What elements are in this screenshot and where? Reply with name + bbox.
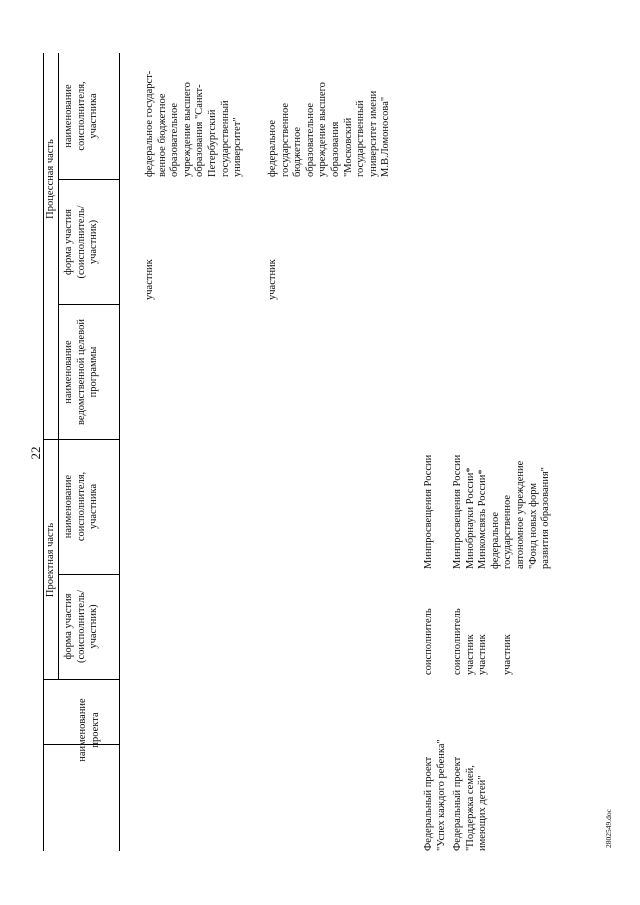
row-1-name: Минпросвещения России xyxy=(423,454,434,569)
col-divider-6 xyxy=(58,179,119,180)
header-program-name: наименование ведомственной целевой программы xyxy=(63,319,100,425)
header-project-name: наименование проекта xyxy=(77,698,101,762)
table-top-rule xyxy=(43,53,44,851)
row-1-form: соисполнитель xyxy=(423,608,434,675)
process-2-form: участник xyxy=(267,259,278,300)
col-divider-3 xyxy=(58,574,119,575)
process-1-name: федеральное государст- венное бюджетное образовательное учреждение высшего образования "Санкт- Петербургский государственный университет" xyxy=(144,70,244,177)
header-coexecutor-name-project: наименование соисполнителя, участника xyxy=(63,471,100,542)
table-header-bottom-rule xyxy=(119,53,120,851)
process-1-form: участник xyxy=(144,259,155,300)
process-2-name: федеральное государственное бюджетное образовательное учреждение высшего образования "Московский государственный университет имени М.В.Ломоносова" xyxy=(267,82,392,177)
project-part-header: Проектная часть xyxy=(45,522,56,598)
process-part-header: Процессная часть xyxy=(45,139,56,219)
page-number: 22 xyxy=(28,446,43,460)
row-2-form: соисполнитель участник участник участник xyxy=(452,608,514,675)
header-form-participation-project: форма участия (соисполнитель/ участник) xyxy=(63,589,100,664)
row-2-name: Минпросвещения России Минобрнауки России* Минкомсвязь России* федеральное государственное автономное учреждение "Фонд новых форм развития образования" xyxy=(452,454,552,569)
header-form-participation-process: форма участия (соисполнитель/ участник) xyxy=(63,205,100,279)
row-2-project: Федеральный проект "Поддержка семей, имеющих детей" xyxy=(452,756,489,851)
footer-file-code: 2802549.doc xyxy=(604,809,613,848)
header-coexecutor-name-process: наименование соисполнителя, участника xyxy=(63,81,100,151)
row-1-project: Федеральный проект "Успех каждого ребенка" xyxy=(423,739,447,851)
group-header-rule xyxy=(58,53,59,680)
